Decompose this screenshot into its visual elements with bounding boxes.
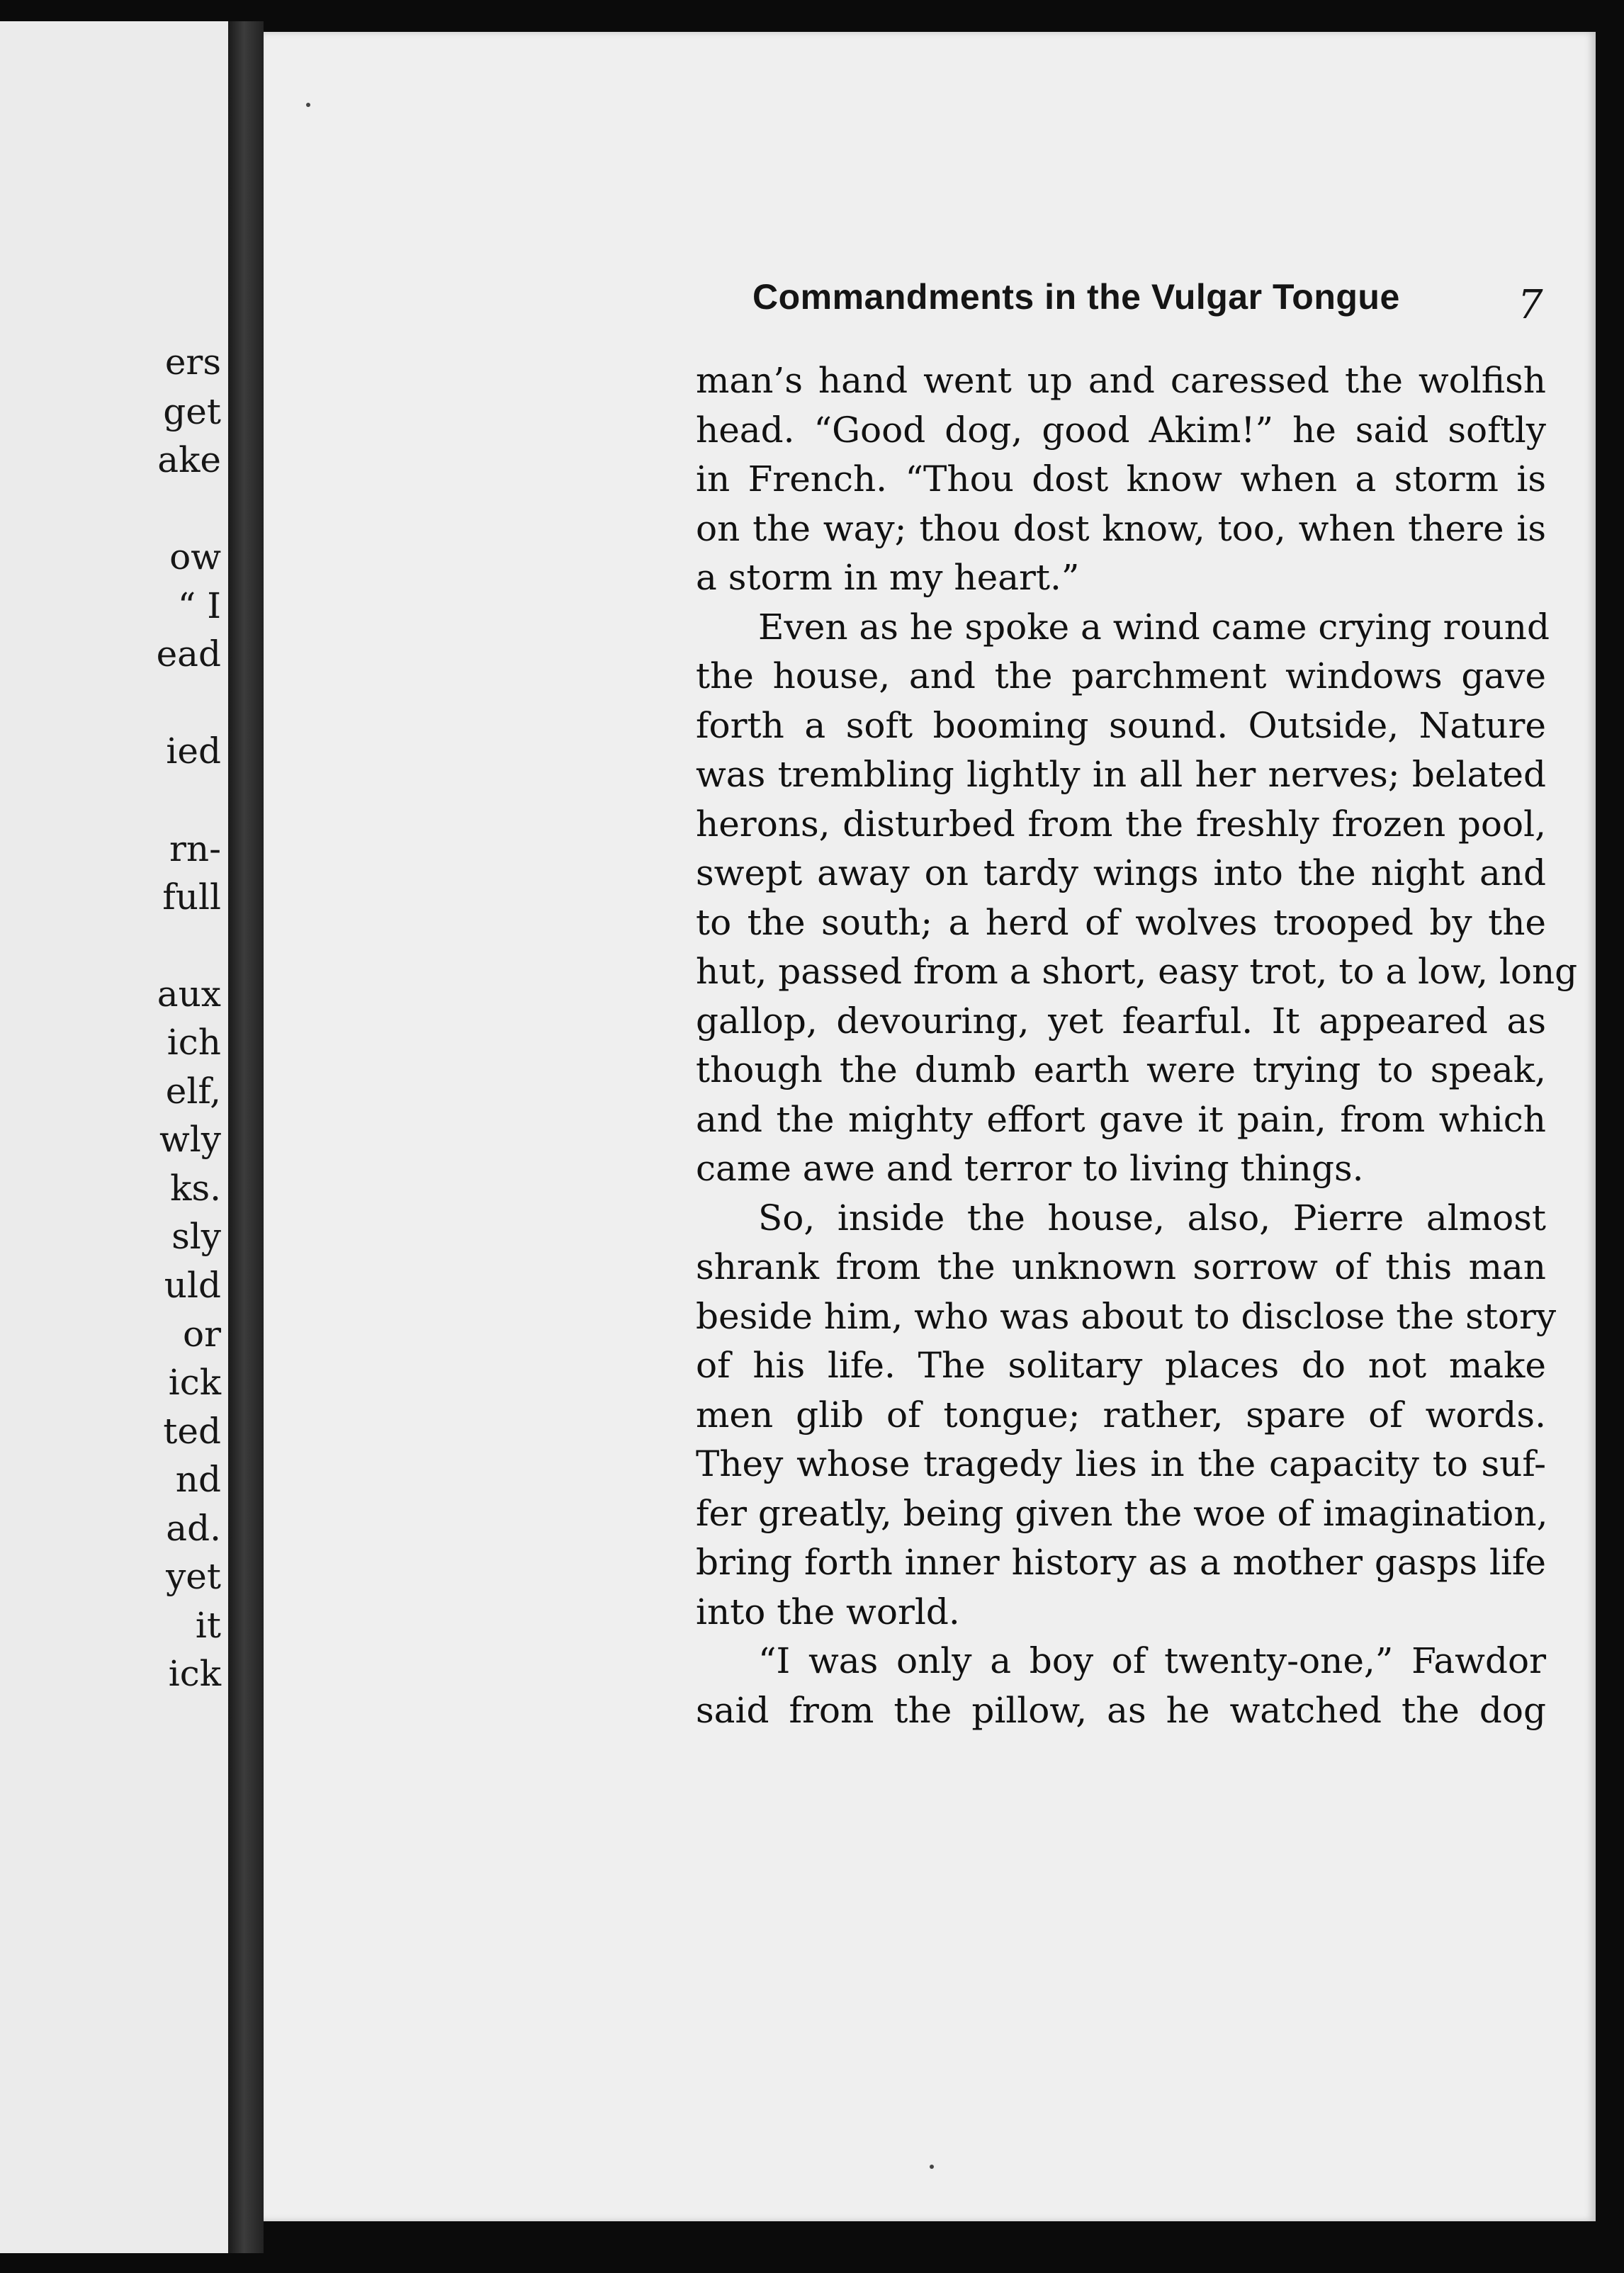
left-line-fragment: ake <box>157 439 221 480</box>
running-head-title: Commandments in the Vulgar Tongue <box>752 277 1400 317</box>
left-line-fragment: yet <box>166 1556 221 1597</box>
paragraph-start-line: “I was only a boy of twenty-one,” Fawdor <box>758 1640 1546 1681</box>
left-line-fragment: get <box>163 391 221 432</box>
text-line: and the mighty effort gave it pain, from which <box>696 1098 1546 1140</box>
text-line: the house, and the parchment windows gave <box>696 655 1546 696</box>
page-number: 7 <box>1518 282 1543 328</box>
text-line: though the dumb earth were trying to speak, <box>696 1049 1546 1090</box>
text-line: on the way; thou dost know, too, when there is <box>696 507 1546 549</box>
left-line-fragment: ad. <box>166 1508 221 1549</box>
text-line: forth a soft booming sound. Outside, Nature <box>696 704 1546 746</box>
text-line: herons, disturbed from the freshly frozen pool, <box>696 803 1546 845</box>
left-line-fragment: ks. <box>170 1168 221 1209</box>
paragraph-start-line: So, inside the house, also, Pierre almost <box>758 1197 1546 1239</box>
text-line: beside him, who was about to disclose the story <box>696 1295 1557 1337</box>
left-line-fragment: nd <box>175 1459 221 1500</box>
right-page <box>264 32 1596 2221</box>
text-line: a storm in my heart.” <box>696 557 1080 598</box>
left-line-fragment: aux <box>157 974 221 1015</box>
text-line: gallop, devouring, yet fearful. It appeared as <box>696 1000 1546 1042</box>
body-text <box>696 356 1578 1735</box>
left-line-fragment: wly <box>159 1119 221 1160</box>
left-line-fragment: or <box>182 1314 221 1355</box>
left-page-text-fragments <box>79 21 221 2253</box>
left-line-fragment: full <box>162 876 221 918</box>
paper-speck <box>930 2165 934 2169</box>
text-line: bring forth inner history as a mother gasps life <box>696 1542 1546 1583</box>
left-line-fragment: rn- <box>169 828 221 869</box>
left-line-fragment: sly <box>171 1216 221 1257</box>
left-line-fragment: it <box>195 1605 221 1646</box>
left-line-fragment: elf, <box>165 1071 221 1112</box>
text-line: in French. “Thou dost know when a storm is <box>696 458 1546 500</box>
text-line: fer greatly, being given the woe of imagination, <box>696 1492 1548 1534</box>
text-line: head. “Good dog, good Akim!” he said softly <box>696 409 1546 451</box>
text-line: came awe and terror to living things. <box>696 1148 1364 1189</box>
text-line: men glib of tongue; rather, spare of words. <box>696 1394 1546 1436</box>
paper-speck <box>306 103 310 107</box>
text-line: They whose tragedy lies in the capacity to suf- <box>696 1443 1546 1484</box>
left-line-fragment: “ I <box>177 585 221 626</box>
text-line: into the world. <box>696 1591 960 1632</box>
text-line: hut, passed from a short, easy trot, to a low, long <box>696 951 1578 992</box>
paragraph-start-line: Even as he spoke a wind came crying round <box>758 606 1550 648</box>
running-head <box>752 276 1543 333</box>
left-line-fragment: ow <box>169 536 221 577</box>
text-line: to the south; a herd of wolves trooped by the <box>696 901 1546 943</box>
text-line: shrank from the unknown sorrow of this man <box>696 1246 1546 1287</box>
left-line-fragment: ied <box>166 731 221 772</box>
left-line-fragment: ick <box>168 1362 221 1403</box>
left-page <box>0 21 228 2253</box>
left-line-fragment: uld <box>164 1265 221 1306</box>
text-line: man’s hand went up and caressed the wolfish <box>696 360 1546 401</box>
text-line: said from the pillow, as he watched the dog <box>696 1689 1546 1731</box>
left-line-fragment: ted <box>163 1411 221 1452</box>
book-spine-gutter <box>228 21 264 2253</box>
left-line-fragment: ead <box>156 633 221 675</box>
left-line-fragment: ers <box>164 342 221 383</box>
left-line-fragment: ich <box>167 1022 221 1063</box>
text-line: of his life. The solitary places do not make <box>696 1345 1546 1386</box>
left-line-fragment: ick <box>168 1653 221 1694</box>
text-line: was trembling lightly in all her nerves; belated <box>696 754 1546 795</box>
text-line: swept away on tardy wings into the night and <box>696 852 1546 893</box>
